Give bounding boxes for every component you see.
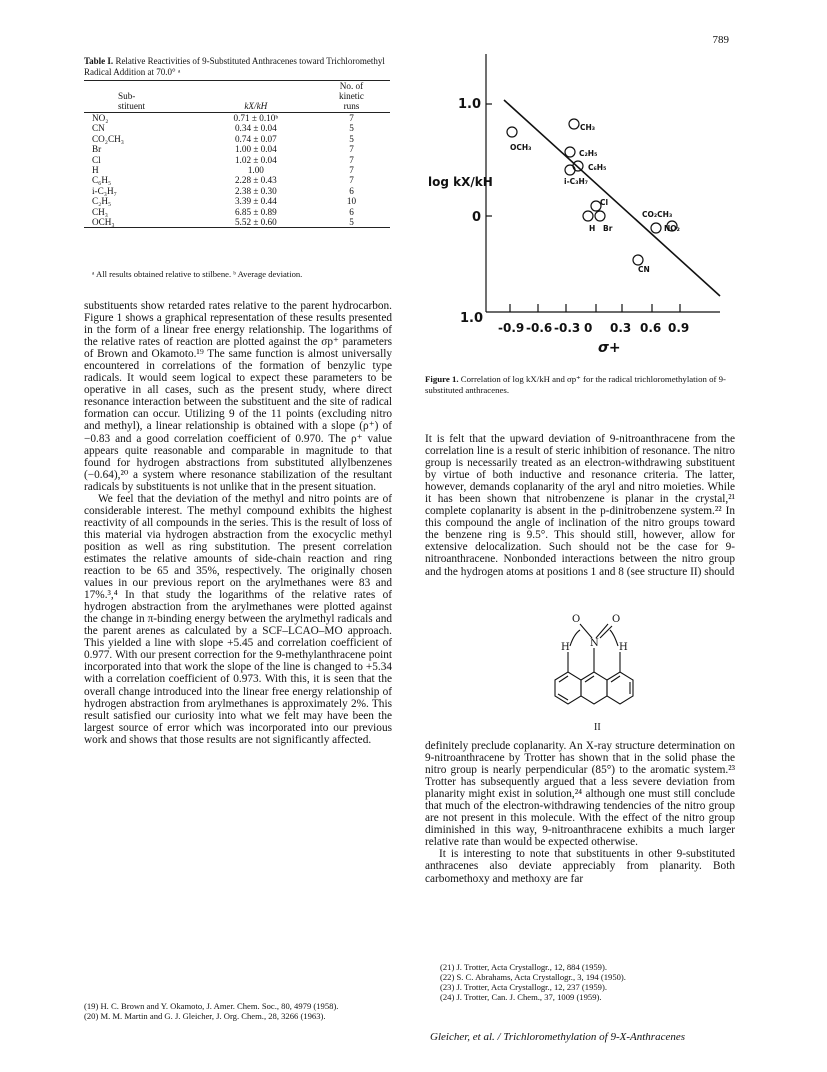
figure-caption xyxy=(425,374,735,395)
substituent-cell: CH₃ xyxy=(92,206,108,217)
reference-item: (20) M. M. Martin and G. J. Gleicher, J. Org. Chem., 28, 3266 (1963). xyxy=(84,1011,326,1021)
ratio-cell: 2.28 ± 0.43 xyxy=(234,175,277,186)
figure-1-plot xyxy=(420,40,730,356)
ratio-cell: 6.85 ± 0.89 xyxy=(234,206,277,217)
ratio-cell: 1.02 ± 0.04 xyxy=(234,154,277,165)
point-label-cl: Cl xyxy=(600,198,609,207)
structure-atom-h-left: H xyxy=(561,642,570,653)
point-label-c6h5: C₆H₅ xyxy=(588,163,607,172)
table-row xyxy=(84,144,390,154)
figure-caption-text: Correlation of log kX/kH and σp⁺ for the radical trichloromethylation of 9-substituted anthracenes. xyxy=(425,374,726,395)
structure-atom-o-right: O xyxy=(612,614,621,625)
right-column-text-continued xyxy=(425,740,735,885)
structure-atom-o-left: O xyxy=(572,614,581,625)
point-co2ch3 xyxy=(651,223,661,233)
structure-ii-diagram xyxy=(530,608,670,718)
substituent-cell: CO₂CH₃ xyxy=(92,133,124,144)
reference-item: (23) J. Trotter, Acta Crystallogr., 12, 237 (1959). xyxy=(440,982,607,992)
table-row xyxy=(84,196,390,206)
ratio-cell: 1.00 ± 0.04 xyxy=(234,144,277,155)
runs-cell: 7 xyxy=(349,144,354,155)
table-row xyxy=(84,175,390,185)
x-tick-label: 0.9 xyxy=(668,321,690,335)
point-label-cn: CN xyxy=(638,265,650,274)
runs-cell: 7 xyxy=(349,113,354,123)
paragraph: It is felt that the upward deviation of 9-nitroanthracene from the correlation line is a result of steric inhibition of resonance. The nitro group is necessarily treated as an electron-withdrawing substituent by virtue of both inductive and resonance criteria. The latter, however, demands coplanarity of the aryl and nitro moieties. While it has been shown that nitrobenzene is planar in the crystal,²¹ complete coplanarity is absent in the p-dinitrobenzene system.²² In this compound the angle of inclination of the nitro groups toward the benzene ring is 9.5°. This should still, however, allow for extensive delocalization. Such should not be the case for 9-nitroanthracene. Nonbonded interactions between the nitro group and the hydrogen atoms at positions 1 and 8 (see structure II) should xyxy=(425,433,735,578)
substituent-cell: CN xyxy=(92,123,105,134)
paragraph: substituents show retarded rates relative to the parent hydrocarbon. Figure 1 shows a graphical representation of these results presented in the form of a linear free energy relationship. The logarithms of the relative rates of reaction are plotted against the σp⁺ parameters of Brown and Okamoto.¹⁹ The same function is almost universally encountered in correlations of the formation of benzylic type radicals. It would seem logical to expect these parameters to be operative in all cases, such as the present study, where direct resonance interaction between the substituent and the site of radical formation can occur. Utilizing 9 of the 11 points (excluding nitro and methyl), a linear relationship is obtained with a slope (ρ⁺) of −0.83 and a good correlation coefficient of 0.970. The ρ⁺ value appears quite reasonable and comparable in magnitude to that found for hydrogen abstractions from substituted allylbenzenes (−0.64),²⁰ a system where resonance stabilization of the resultant radicals by substituents is not unlike that in the present situation. xyxy=(84,300,392,493)
reference-item: (21) J. Trotter, Acta Crystallogr., 12, 884 (1959). xyxy=(440,962,607,972)
left-references xyxy=(84,1001,394,1021)
point-label-ch3: CH₃ xyxy=(580,123,596,132)
x-axis-label: σ+ xyxy=(598,340,621,356)
table-row xyxy=(84,217,390,228)
substituent-cell: C₆H₅ xyxy=(92,175,112,186)
correlation-line xyxy=(504,100,720,296)
table-caption xyxy=(84,56,394,78)
y-tick-bottom: 1.0 xyxy=(460,311,484,326)
table-row xyxy=(84,207,390,217)
x-tick-label: -0.6 xyxy=(526,321,553,335)
table-caption-text: Relative Reactivities of 9-Substituted Anthracenes toward Trichloromethyl Radical Addition at 70.0° ᵃ xyxy=(84,56,385,77)
ratio-cell: 2.38 ± 0.30 xyxy=(234,185,277,196)
y-tick-mid: 0 xyxy=(472,210,482,225)
x-tick-label: 0 xyxy=(584,321,593,335)
x-tick-label: 0.3 xyxy=(610,321,632,335)
ratio-cell: 5.52 ± 0.60 xyxy=(234,217,277,228)
structure-label: II xyxy=(594,722,601,733)
paragraph: definitely preclude coplanarity. An X-ray structure determination on 9-nitroanthracene by Trotter has shown that in the solid phase the nitro group is nearly perpendicular (85°) to the aromatic system.²³ Trotter has subsequently argued that a less severe deviation from planarity might exist in solution,²⁴ although one must still conclude that much of the electron-withdrawing tendencies of the nitro group are not present in this molecule. With the effect of the nitro group diminished in this way, 9-nitroanthracene exhibits a much larger relative rate than would be expected otherwise. xyxy=(425,740,735,849)
table-header-ratio: kX/kH xyxy=(244,101,268,111)
table-header-substituent: Sub- stituent xyxy=(118,91,146,111)
point-c2h5 xyxy=(565,147,575,157)
point-label-h: H xyxy=(589,224,596,233)
reference-item: (22) S. C. Abrahams, Acta Crystallogr., 3, 194 (1950). xyxy=(440,972,626,982)
figure-caption-label: Figure 1. xyxy=(425,374,459,384)
table-row xyxy=(84,113,390,124)
runs-cell: 7 xyxy=(349,154,354,165)
ratio-cell: 0.74 ± 0.07 xyxy=(234,133,277,144)
paragraph: It is interesting to note that substituents in other 9-substituted anthracenes also deviate appreciably from planarity. Both carbomethoxy and methoxy are far xyxy=(425,848,735,885)
substituent-cell: Cl xyxy=(92,154,101,165)
substituent-cell: i-C₃H₇ xyxy=(92,185,117,196)
point-ch3 xyxy=(569,119,579,129)
runs-cell: 7 xyxy=(349,175,354,186)
structure-atom-n: N xyxy=(590,638,599,649)
table-row xyxy=(84,165,390,175)
x-tick-label: -0.3 xyxy=(554,321,581,335)
paragraph: We feel that the deviation of the methyl and nitro points are of considerable interest. The methyl compound exhibits the highest reactivity of all compounds in the series. This is the result of loss of this material via hydrogen abstraction from the exocyclic methyl position as well as ring substitution. The present correlation estimates the relative amounts of side-chain reaction and ring reaction to be 65 and 35%, respectively. The originally chosen values in our previous report on the arylmethanes were 83 and 17%.³,⁴ In that study the logarithms of the relative rates of hydrogen abstraction from the arylmethanes were plotted against the change in π-binding energy between the arylmethyl radicals and the parent arenes as calculated by a SCF–LCAO–MO approach. This yielded a line with slope +5.45 and correlation coefficient of 0.977. With our present correction for the 9-methylanthracene point incorporated into that work the slope of the line is changed to +5.34 with a correlation coefficient of 0.973. With this, it is seen that the overall change introduced into the linear free energy relationship of hydrogen abstraction from arylmethanes is approximately 2%. This result satisfied our curiosity into what we felt may have been the largest source of error which was incorporated into our previous work and shows that those results are not significantly affected. xyxy=(84,492,392,746)
ratio-cell: 0.34 ± 0.04 xyxy=(234,123,277,134)
x-tick-label: -0.9 xyxy=(498,321,525,335)
reactivity-table xyxy=(84,80,390,228)
page-number: 789 xyxy=(712,34,729,46)
ratio-cell: 1.00 xyxy=(247,165,264,176)
substituent-cell: OCH₃ xyxy=(92,217,115,228)
ratio-cell: 3.39 ± 0.44 xyxy=(234,196,277,207)
point-och3 xyxy=(507,127,517,137)
table-footnote: ᵃ All results obtained relative to stilbene. ᵇ Average deviation. xyxy=(92,269,303,279)
reference-item: (19) H. C. Brown and Y. Okamoto, J. Amer. Chem. Soc., 80, 4979 (1958). xyxy=(84,1001,339,1011)
point-label-no2: NO₂ xyxy=(664,224,680,233)
point-h xyxy=(583,211,593,221)
table-header-runs: No. of kinetic runs xyxy=(338,81,364,111)
reference-item: (24) J. Trotter, Can. J. Chem., 37, 1009 (1959). xyxy=(440,992,602,1002)
table-row xyxy=(84,134,390,144)
runs-cell: 6 xyxy=(349,206,354,217)
substituent-cell: C₂H₅ xyxy=(92,196,112,207)
point-ipr xyxy=(565,165,575,175)
y-tick-top: 1.0 xyxy=(458,97,482,112)
point-label-br: Br xyxy=(603,224,613,233)
point-label-c2h5: C₂H₅ xyxy=(579,149,598,158)
substituent-cell: Br xyxy=(92,144,102,155)
table-row xyxy=(84,155,390,165)
table-caption-label: Table I. xyxy=(84,56,114,66)
runs-cell: 10 xyxy=(346,196,357,207)
runs-cell: 6 xyxy=(349,185,354,196)
runs-cell: 7 xyxy=(349,165,354,176)
substituent-cell: H xyxy=(92,165,99,176)
point-label-co2ch3: CO₂CH₃ xyxy=(642,210,673,219)
left-column-text xyxy=(84,300,392,746)
page-footer: Gleicher, et al. / Trichloromethylation of 9-X-Anthracenes xyxy=(430,1031,685,1043)
x-tick-label: 0.6 xyxy=(640,321,662,335)
runs-cell: 5 xyxy=(349,123,354,134)
structure-atom-h-right: H xyxy=(619,642,628,653)
table-row xyxy=(84,186,390,196)
table-row xyxy=(84,123,390,133)
point-br xyxy=(595,211,605,221)
right-column-text xyxy=(425,433,735,578)
runs-cell: 5 xyxy=(349,217,354,228)
runs-cell: 5 xyxy=(349,133,354,144)
point-label-och3: OCH₃ xyxy=(510,143,532,152)
substituent-cell: NO₂ xyxy=(92,113,109,123)
point-label-ipr: i-C₃H₇ xyxy=(564,177,589,186)
ratio-cell: 0.71 ± 0.10ᵇ xyxy=(233,113,279,123)
right-references xyxy=(440,962,740,1002)
point-cn xyxy=(633,255,643,265)
y-axis-label: log kX/kH xyxy=(428,175,493,189)
